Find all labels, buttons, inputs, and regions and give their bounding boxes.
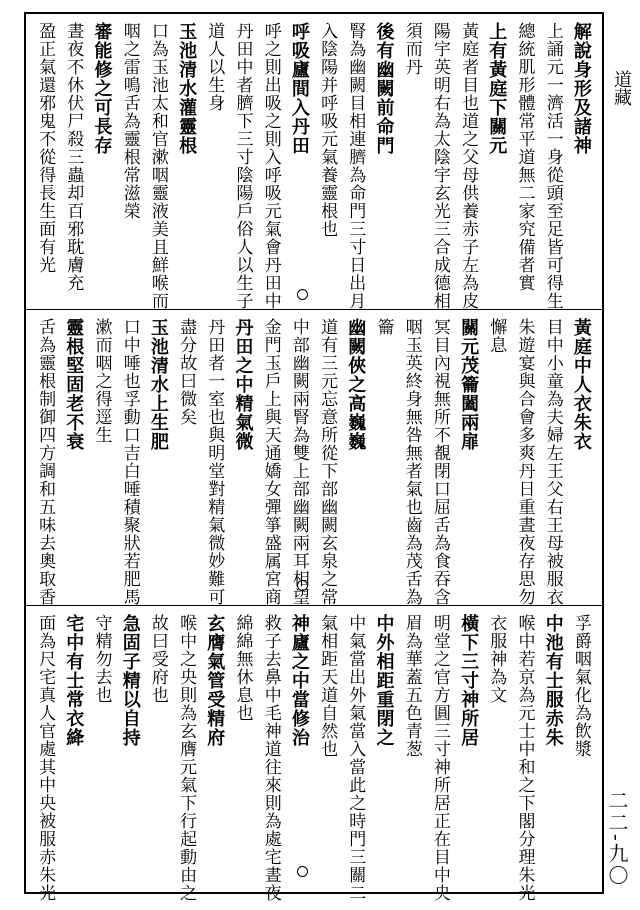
- circle-mark: [297, 289, 308, 300]
- commentary-line: 中部幽闕兩腎為雙上部幽闕兩耳相望: [288, 318, 309, 606]
- commentary-line: 咽之雷鳴舌為靈根常滋榮: [119, 22, 140, 220]
- commentary-line: 冥目內視無所不覩閉口屈舌為食吞含: [429, 318, 450, 606]
- verse-line: 橫下三寸神所居: [458, 614, 480, 747]
- commentary-line: 上誦元一濟活一身從頭至足皆可得生: [542, 22, 563, 310]
- commentary-line: 口為玉池太和官漱咽靈液美且鮮喉而: [147, 22, 168, 310]
- commentary-line: 面為尺宅真人官處其中央被服赤朱光: [35, 614, 56, 902]
- verse-line: 呼吸廬間入丹田: [288, 22, 310, 155]
- commentary-line: 丹田中者臍下三寸陰陽戶俗人以生子: [232, 22, 253, 310]
- commentary-line: 道有三元忘意所從下部幽闕玄泉之常: [317, 318, 338, 606]
- commentary-line: 眉為華蓋五色青葱: [401, 614, 422, 758]
- commentary-line: 咽玉英終身無咎無者氣也齒為茂舌為: [401, 318, 422, 606]
- text-band-bottom: [26, 606, 602, 902]
- verse-line: 關元茂籥闔兩扉: [458, 318, 480, 451]
- commentary-line: 孚爵咽氣化為飲漿: [570, 614, 591, 758]
- verse-line: 幽闕俠之高巍巍: [345, 318, 367, 451]
- verse-line: 宅中有士常衣絳: [63, 614, 85, 747]
- commentary-line: 總統肌形體常平道無二家究備者實: [514, 22, 535, 292]
- verse-line: 玉池清水灌靈根: [176, 22, 198, 155]
- verse-line: 中外相距重閉之: [373, 614, 395, 747]
- verse-line: 審能修之可長存: [91, 22, 113, 155]
- verse-line: 中池有士服赤朱: [542, 614, 564, 747]
- commentary-line: 目中小童為夫婦左王父右王母被服衣: [542, 318, 563, 606]
- commentary-line: 衣服神為文: [486, 614, 507, 704]
- commentary-line: 須而丹: [401, 22, 422, 76]
- commentary-line: 綿綿無休息也: [232, 614, 253, 722]
- commentary-line: 盈正氣還邪鬼不從得長生面有光: [35, 22, 56, 274]
- commentary-line: 懈息: [486, 318, 507, 354]
- text-band-top: [26, 14, 602, 310]
- commentary-line: 朱遊宴與合會多爽丹日重晝夜存思勿: [514, 318, 535, 606]
- text-band-middle: [26, 310, 602, 606]
- verse-line: 丹田之中精氣微: [232, 318, 254, 451]
- commentary-line: 道人以生身: [204, 22, 225, 112]
- verse-line: 玉池清水上生肥: [147, 318, 169, 451]
- commentary-line: 中氣當出外氣當入當此之時門三關二: [345, 614, 366, 902]
- verse-line: 靈根堅固老不衰: [63, 318, 85, 451]
- commentary-line: 腎為幽闕目相連臍為命門三寸日出月: [345, 22, 366, 310]
- commentary-line: 入陰陽并呼吸元氣養靈根也: [317, 22, 338, 238]
- verse-line: 急固子精以自持: [119, 614, 141, 747]
- commentary-line: 舌為靈根制御四方調和五味去奧取香: [35, 318, 56, 606]
- page-frame: [24, 12, 604, 902]
- commentary-line: 陽宇英明右為太陰宇玄光三合成德相: [429, 22, 450, 310]
- commentary-line: 金門玉戶上與天通嬌女彈箏盛属宮商: [260, 318, 281, 606]
- commentary-line: 氣相距天道自然也: [317, 614, 338, 758]
- commentary-line: 救子去鼻中毛神道往來則為處宅晝夜: [260, 614, 281, 902]
- commentary-line: 黃庭者目也道之父母供養赤子左為皮: [458, 22, 479, 310]
- verse-line: 黃庭中人衣朱衣: [570, 318, 592, 451]
- commentary-line: 晝夜不休伏尸殺三蟲却百邪耽膚充: [63, 22, 84, 292]
- verse-line: 後有幽闕前命門: [373, 22, 395, 155]
- commentary-line: 丹田者一室也與明堂對精氣微妙難可: [204, 318, 225, 606]
- commentary-line: 盡分故曰微矣: [176, 318, 197, 426]
- commentary-line: 明堂之官方圓三寸神所居正在目中央: [429, 614, 450, 902]
- verse-line: 玄膺氣管受精府: [204, 614, 226, 747]
- verse-line: 解說身形及諸神: [570, 22, 592, 155]
- commentary-line: 故曰受府也: [147, 614, 168, 704]
- circle-mark: [297, 580, 308, 591]
- commentary-line: 口中唾也孚動口吉白唾積聚狀若肥馬: [119, 318, 140, 606]
- commentary-line: 呼之則出吸之則入呼吸元氣會丹田中: [260, 22, 281, 310]
- commentary-line: 喉中之央則為玄膺元氣下行起動由之: [176, 614, 197, 902]
- side-label: 道藏: [611, 70, 632, 106]
- commentary-line: 喉中若京為元士中和之下閣分理朱光: [514, 614, 535, 902]
- page-number: 二二-九〇: [605, 790, 629, 887]
- verse-line: 上有黃庭下關元: [486, 22, 508, 155]
- commentary-line: 漱而咽之得逕生: [91, 318, 112, 444]
- commentary-line: 守精勿去也: [91, 614, 112, 704]
- commentary-line: 籥: [373, 318, 394, 336]
- circle-mark: [297, 866, 308, 877]
- verse-line: 神廬之中當修治: [288, 614, 310, 747]
